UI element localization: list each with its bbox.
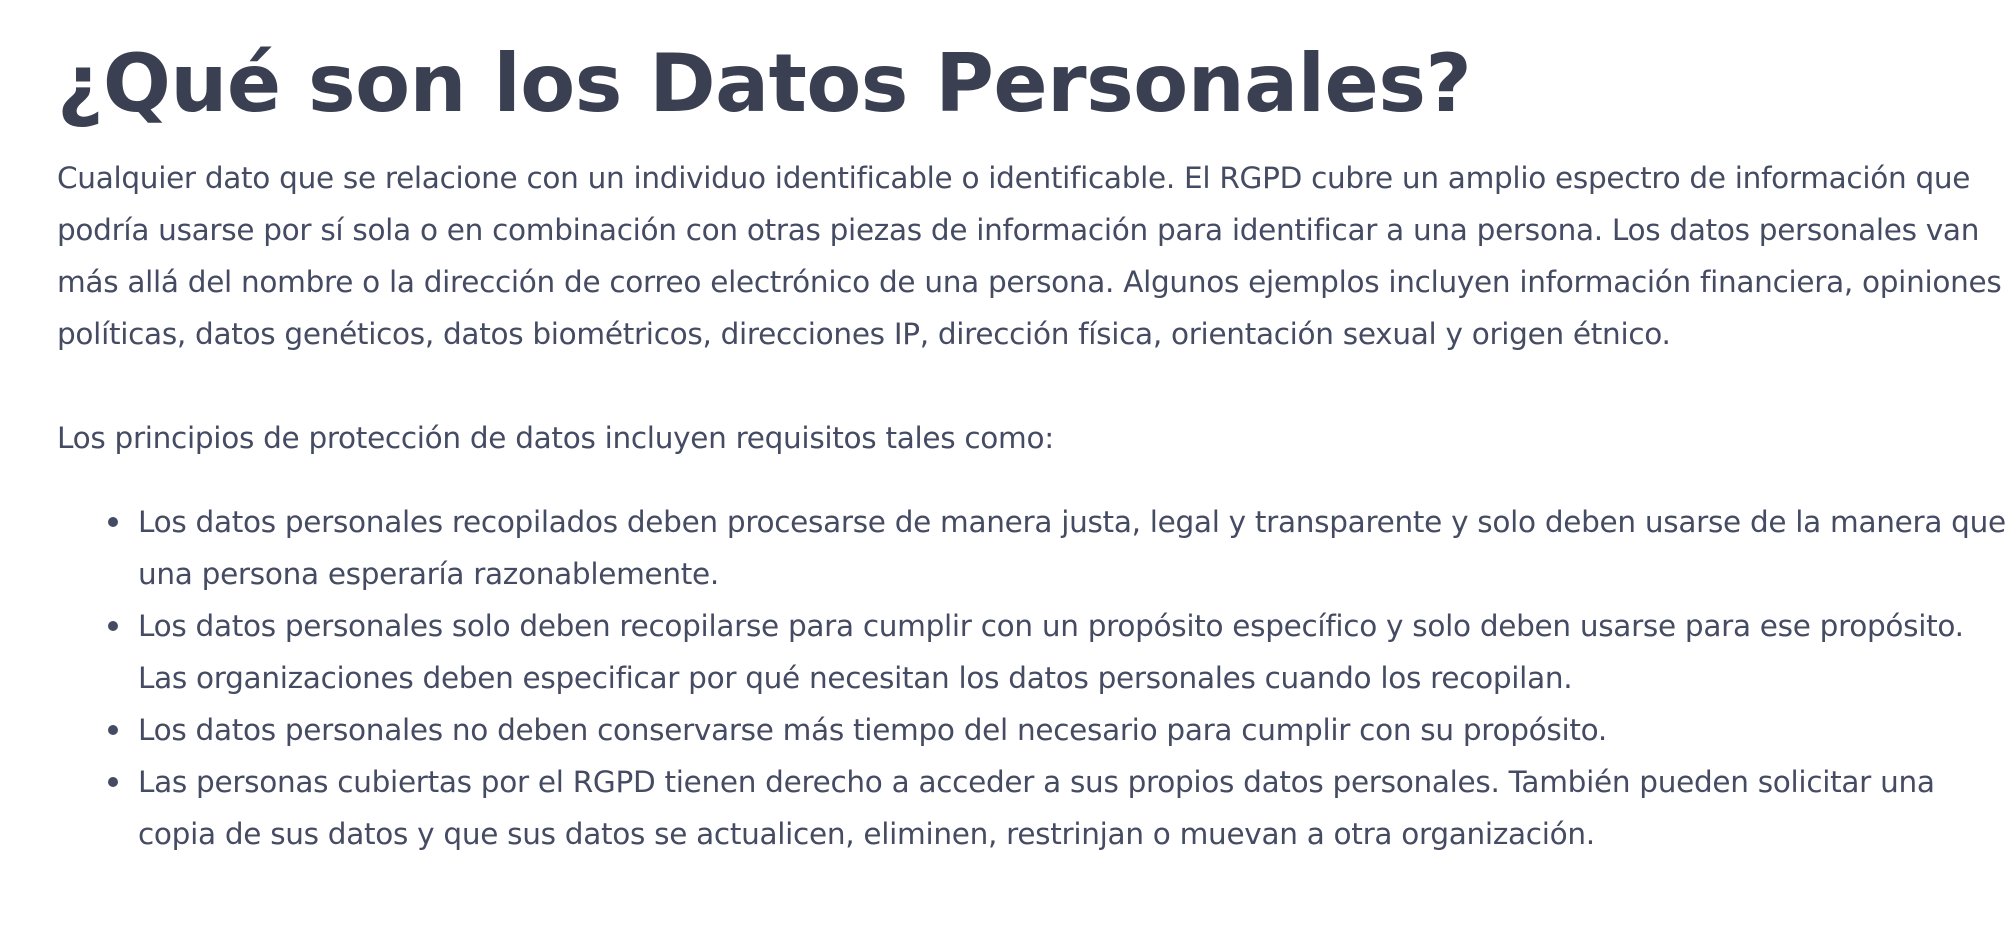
intro-paragraph: Cualquier dato que se relacione con un individuo identificable o identificable. El RGPD cubre un amplio espectro de información que podría usarse por sí sola o en combinación con otras piezas de información para identificar a una persona. Los datos personales van más allá del nombre o la dirección de correo electrónico de una persona. Algunos ejemplos incluyen información financiera, opiniones políticas, datos genéticos, datos biométricos, direcciones IP, dirección física, orientación sexual y origen étnico. — [57, 161, 2002, 351]
list-item — [138, 704, 2010, 756]
principles-list — [57, 496, 2006, 860]
page-title: ¿Qué son los Datos Personales? — [57, 37, 1472, 130]
list-item — [138, 756, 2010, 860]
list-item-text: Los datos personales no deben conservarse más tiempo del necesario para cumplir con su propósito. — [138, 713, 1607, 747]
bullet-icon — [108, 725, 118, 735]
list-item-text: Las personas cubiertas por el RGPD tienen derecho a acceder a sus propios datos personales. También pueden solicitar una copia de sus datos y que sus datos se actualicen, eliminen, restrinjan o muevan a otra organización. — [138, 765, 1935, 851]
bullet-icon — [108, 777, 118, 787]
list-item — [138, 600, 2010, 704]
principles-intro-paragraph: Los principios de protección de datos incluyen requisitos tales como: — [57, 421, 1054, 455]
list-item-text: Los datos personales recopilados deben procesarse de manera justa, legal y transparente y solo deben usarse de la manera que una persona esperaría razonablemente. — [138, 505, 2006, 591]
list-item-text: Los datos personales solo deben recopilarse para cumplir con un propósito específico y solo deben usarse para ese propósito. Las organizaciones deben especificar por qué necesitan los datos personales cuando los recopilan. — [138, 609, 1964, 695]
bullet-icon — [108, 621, 118, 631]
list-item — [138, 496, 2010, 600]
bullet-icon — [108, 517, 118, 527]
